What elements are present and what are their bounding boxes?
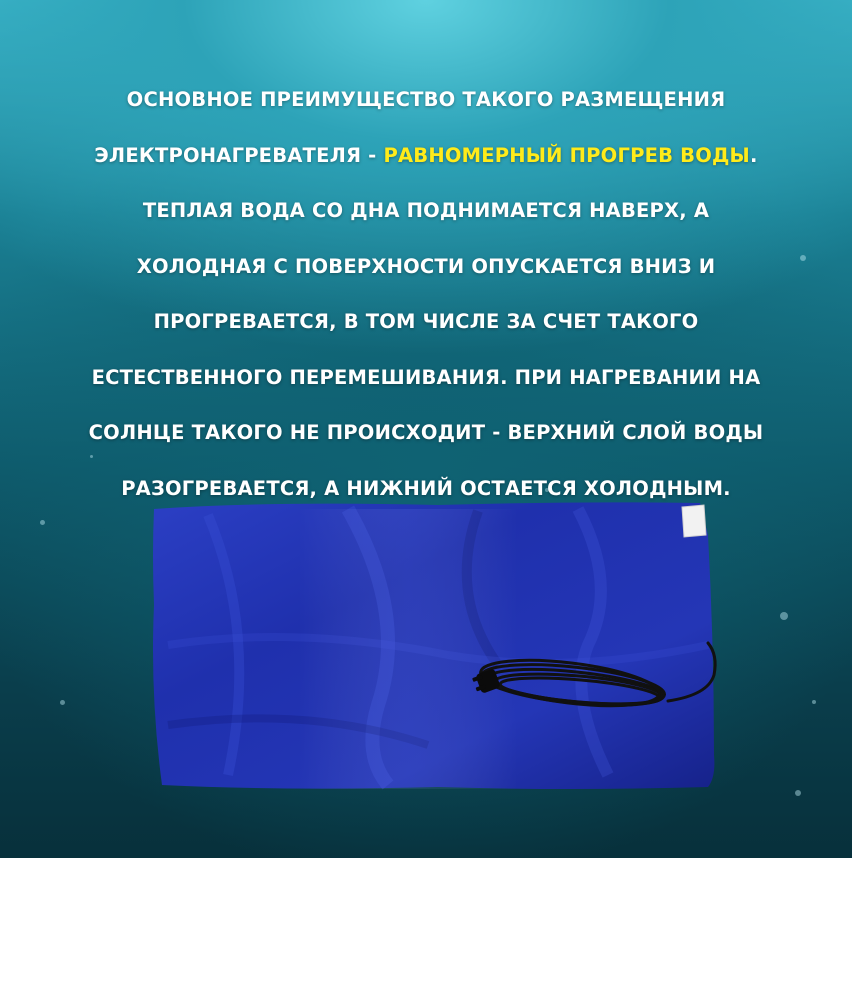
bubble-decoration [812,700,816,704]
mat-tag [682,505,706,537]
bubble-decoration [60,700,65,705]
bubble-decoration [795,790,801,796]
description-line: СОЛНЦЕ ТАКОГО НЕ ПРОИСХОДИТ - ВЕРХНИЙ СЛОЙ ВОДЫ [88,421,764,444]
description-text [0,72,852,516]
description-line-with-highlight [0,128,852,184]
description-line: ТЕПЛАЯ ВОДА СО ДНА ПОДНИМАЕТСЯ НАВЕРХ, А [142,199,710,222]
description-line: ПРОГРЕВАЕТСЯ, В ТОМ ЧИСЛЕ ЗА СЧЕТ ТАКОГО [153,310,699,333]
highlight-text: РАВНОМЕРНЫЙ ПРОГРЕВ ВОДЫ [383,143,750,167]
description-line: РАЗОГРЕВАЕТСЯ, А НИЖНИЙ ОСТАЕТСЯ ХОЛОДНЫМ. [121,476,731,500]
mat-sheen [298,509,518,789]
description-line-prefix: ЭЛЕКТРОНАГРЕВАТЕЛЯ - [94,143,384,167]
description-line: ОСНОВНОЕ ПРЕИМУЩЕСТВО ТАКОГО РАЗМЕЩЕНИЯ [126,88,726,111]
blank-footer [0,858,852,1000]
description-line: ЕСТЕСТВЕННОГО ПЕРЕМЕШИВАНИЯ. ПРИ НАГРЕВАНИИ НА [91,365,761,389]
heating-mat-image [148,495,726,795]
bubble-decoration [780,612,788,620]
description-line-suffix: . [749,143,758,167]
description-line: ХОЛОДНАЯ С ПОВЕРХНОСТИ ОПУСКАЕТСЯ ВНИЗ И [136,254,716,278]
bubble-decoration [40,520,45,525]
